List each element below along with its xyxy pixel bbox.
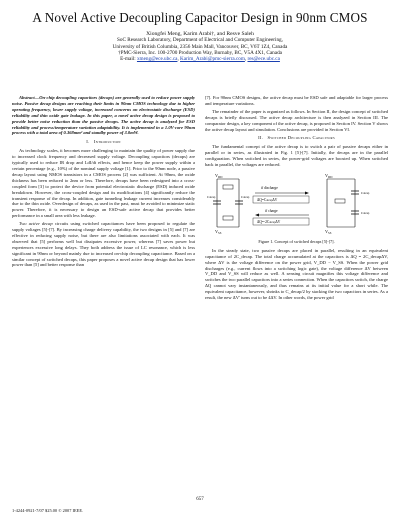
- abstract: [12, 95, 195, 136]
- cdecap-label-4: Cdecap: [360, 210, 369, 215]
- cdecap-label-1: Cdecap: [206, 194, 215, 199]
- section-2-paragraph-1: The fundamental concept of the active decap is to switch a pair of passive decaps either in parallel or in series, as illustrated in Fig. 1 [5]-[7]. Initially, the decaps are in the parallel configuration. When switched in series, the power-grid voltages are boosted up. When switched back in parallel, the voltages are reduced.: [205, 144, 388, 168]
- section-2-paragraph-2: In the steady state, two passive decaps are placed in parallel, resulting in an equivalent capacitance of 2C_decap. The total charge accumulated at the capacitors is ΔQ = 2C_decapΔV, where ΔV is the voltage difference on the power grid, V_DD − V_SS. When the power grid discharges (e.g., current flows into a switching logic gate), the voltage difference ΔV between V_DD and V_SS will reduce as well. A sensing circuit magnifies this voltage difference and switches the two parallel capacitors into a series connection. When the capacitors switch, the charge ΔQ cannot vary instantaneously, and thus remains at its initial value for a short while. The equivalent capacitance, however, shrinks to C_decap/2 by stacking the two capacitors in series. As a result, the new ΔV' turns out to be 4ΔV. In other words, the power grid: [205, 247, 388, 301]
- figure-1-caption: Figure 1. Concept of switched decaps [5]-[7].: [258, 238, 335, 244]
- copyright-footer: 1-4244-0921-7/07 $25.00 © 2007 IEEE.: [12, 508, 84, 513]
- author-names: Xiongfei Meng, Karim Arabi†, and Resve Saleh: [146, 31, 254, 37]
- delta-q-discharge: ΔQ=CdecapΔV: [256, 197, 277, 202]
- section-2-heading: [205, 135, 388, 141]
- right-column: [205, 95, 388, 303]
- discharge-label: if discharge: [260, 185, 278, 190]
- section-1-title: Introduction: [93, 139, 121, 145]
- section-2-title: Switched Decoupling Capacitors: [267, 135, 335, 141]
- author-block: [0, 31, 400, 62]
- email-link-2[interactable]: Karim_Arabi@pmc-sierra.com: [180, 56, 245, 63]
- vss-label-right: $V_{SS}$: [324, 228, 331, 235]
- figure-1: [205, 171, 388, 237]
- vdd-label-left: $V_{DD}$: [214, 172, 222, 179]
- vdd-label-right: $V_{DD}$: [324, 172, 332, 179]
- intro-paragraph-2-italic: Two active decap: [19, 221, 53, 227]
- charge-label: if charge: [264, 208, 278, 213]
- email-link-1[interactable]: xmeng@ece.ubc.ca: [136, 56, 178, 63]
- abstract-text: —On-chip decoupling capacitors (decaps) are generally used to reduce power supply noise. Passive decap designs are reaching their limits in 90nm CMOS technology due to higher operating frequency, lower supply voltage, increased concerns on electrostatic discharge (ESD) reliability and thin oxide gate leakage. In this paper, a novel active decap design is proposed to provide better noise reduction than the passive decaps. The active decap is analyzed for ESD reliability and process/temperature variation adaptability. It is implemented in a 1.0V-core 90nm process with a total area of 0.368mm² and standby power of 3.0mW.: [12, 95, 195, 136]
- cdecap-label-2: Cdecap: [240, 194, 249, 199]
- intro-paragraph-3: [7]. For 90nm CMOS designs, the active decap must be ESD safe and adaptable for larger process and temperature variations.: [205, 95, 388, 106]
- intro-paragraph-2-text: circuits using switched capacitances have been proposed to regulate the supply voltages [5]-[7]. By increasing charge delivery capability, the two designs in [5] and [7] are effective in reducing supply noise, but there are also limitations associated with each. It was observed that [5] performs well but dissipates excessive power, whereas [7] saves power but experiences excessive long delays. They both address the issue of LC resonance, which is less significant in 90nm or beyond mainly due to increased on-chip decoupling capacitance. Based on a similar concept of switched decaps, this paper proposes a novel active decap design that has lower power than [5] and better response than: [12, 221, 195, 268]
- switched-decap-diagram: [207, 171, 387, 235]
- intro-paragraph-4: The remainder of the paper is organized as follows. In Section II, the design concept of switched decaps is briefly discussed. The active decap architecture is then analyzed in Section III. The comparator design, a key component of the active decap, is proposed in Section IV. Section V shows the active decap layout and simulation. Conclusions are provided in Section VI.: [205, 108, 388, 132]
- section-1-heading: [12, 139, 195, 145]
- affiliation-2: University of British Columbia, 2356 Main Mall, Vancouver, BC, V6T 1Z4, Canada: [112, 43, 288, 50]
- affiliation-3: †PMC-Sierra, Inc. 100-2700 Production Way, Burnaby, BC, V5A 4X1, Canada: [118, 49, 282, 56]
- email-label: E-mail:: [120, 56, 137, 63]
- email-link-3[interactable]: res@ece.ubc.ca: [247, 56, 280, 63]
- paper-title: A Novel Active Decoupling Capacitor Design in 90nm CMOS: [32, 10, 368, 25]
- email-line: E-mail: xmeng@ece.ubc.ca, Karim_Arabi@pmc-sierra.com, res@ece.ubc.ca: [120, 56, 280, 63]
- section-1-number: I.: [86, 139, 90, 145]
- affiliation-1: SoC Research Laboratory, Department of Electrical and Computer Engineering,: [117, 37, 283, 44]
- abstract-label: Abstract: [19, 95, 35, 100]
- section-2-number: II.: [258, 135, 264, 141]
- cdecap-label-3: Cdecap: [360, 190, 369, 195]
- vss-label-left: $V_{SS}$: [214, 228, 221, 235]
- intro-paragraph-1: As technology scales, it becomes more challenging to maintain the quality of power supply due to increased clock frequency and decreased supply voltage. Decoupling capacitors (decaps) are typically used to reduce IR drop and LdI/dt effects, and hence keep the power supply within a certain percentage (e.g., 10%) of the nominal supply voltage [1]. Prior to the 90nm node, a passive decap layout using NMOS transistors in a CMOS process [2] was sufficient. At 90nm, the oxide thickness has been reduced to 2nm or less. Therefore, decaps have been redesigned into a cross-coupled form [3] to protect the device from potential electrostatic discharge (ESD) induced oxide breakdown. However, the cross-coupled design and its modifications [4] significantly reduce the transient response of the decap. In addition, gate tunneling leakage current increases considerably due to the thin oxide. Overdesign of decaps, as used in the past, must be avoided to minimize static power. Therefore, it is necessary to design an ESD-safe active decap that provides better performance in a small area with less leakage.: [12, 148, 195, 219]
- delta-q-charge: ΔQ=-2CdecapΔV: [256, 219, 280, 224]
- left-column: [12, 95, 195, 270]
- page-number: 657: [196, 497, 204, 502]
- intro-paragraph-2: [12, 221, 195, 268]
